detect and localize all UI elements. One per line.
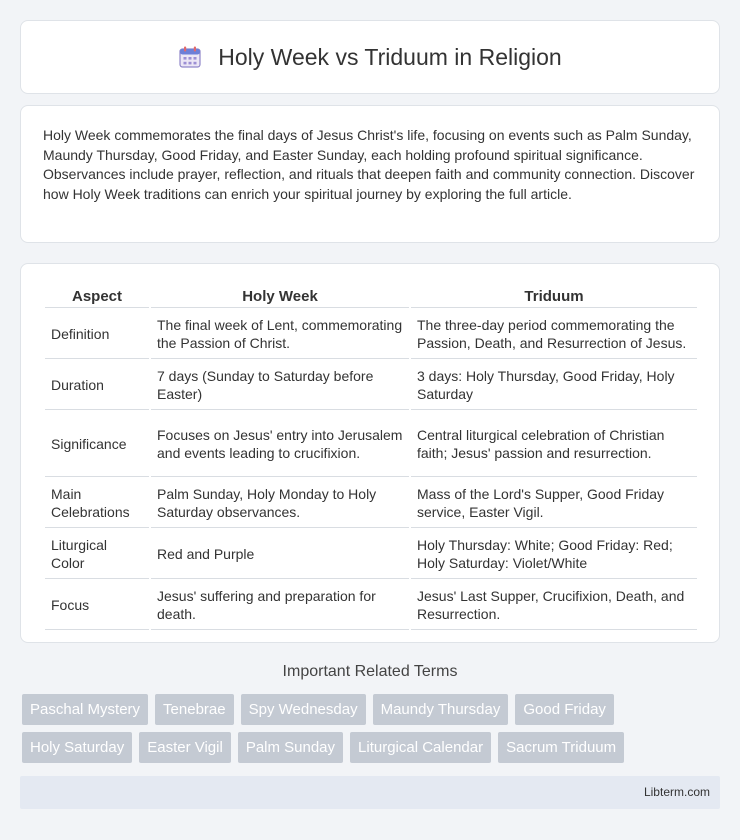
- tag-spy-wednesday[interactable]: Spy Wednesday: [241, 694, 366, 725]
- tag-easter-vigil[interactable]: Easter Vigil: [139, 732, 231, 763]
- footer: [20, 776, 720, 809]
- row-triduum: 3 days: Holy Thursday, Good Friday, Holy Saturday: [411, 361, 697, 410]
- table-row: [45, 412, 697, 477]
- comparison-card: [20, 263, 720, 643]
- row-holy-week: The final week of Lent, commemorating the Passion of Christ.: [151, 310, 409, 359]
- row-aspect: Liturgical Color: [45, 530, 149, 579]
- page-title: Holy Week vs Triduum in Religion: [218, 43, 562, 70]
- row-aspect: Definition: [45, 310, 149, 359]
- row-triduum: Jesus' Last Supper, Crucifixion, Death, and Resurrection.: [411, 581, 697, 630]
- tag-palm-sunday[interactable]: Palm Sunday: [238, 732, 343, 763]
- tag-holy-saturday[interactable]: Holy Saturday: [22, 732, 132, 763]
- comparison-table: [43, 284, 699, 632]
- table-row: [45, 310, 697, 359]
- row-holy-week: Jesus' suffering and preparation for death.: [151, 581, 409, 630]
- related-terms-title: Important Related Terms: [282, 663, 458, 680]
- row-triduum: Holy Thursday: White; Good Friday: Red; Holy Saturday: Violet/White: [411, 530, 697, 579]
- row-holy-week: Red and Purple: [151, 530, 409, 579]
- related-tags: [22, 694, 722, 763]
- tag-sacrum-triduum[interactable]: Sacrum Triduum: [498, 732, 624, 763]
- title-wrap: [178, 44, 561, 71]
- tag-paschal-mystery[interactable]: Paschal Mystery: [22, 694, 148, 725]
- row-aspect: Duration: [45, 361, 149, 410]
- row-aspect: Focus: [45, 581, 149, 630]
- intro-card: [20, 105, 720, 243]
- header-holy-week: Holy Week: [151, 286, 409, 308]
- row-triduum: Central liturgical celebration of Christian faith; Jesus' passion and resurrection.: [411, 412, 697, 477]
- tag-maundy-thursday[interactable]: Maundy Thursday: [373, 694, 509, 725]
- tag-good-friday[interactable]: Good Friday: [515, 694, 614, 725]
- header-triduum: Triduum: [411, 286, 697, 308]
- row-aspect: Significance: [45, 412, 149, 477]
- table-row: [45, 479, 697, 528]
- intro-text: Holy Week commemorates the final days of Jesus Christ's life, focusing on events such as Palm Sunday, Maundy Thursday, Good Friday, and Easter Sunday, each holding profound spiritual significance. Observances include prayer, reflection, and rituals that deepen faith and community connection. Discover how Holy Week traditions can enrich your spiritual journey by exploring the full article.: [43, 127, 695, 202]
- tag-tenebrae[interactable]: Tenebrae: [155, 694, 234, 725]
- table-header-row: [45, 286, 697, 308]
- row-holy-week: 7 days (Sunday to Saturday before Easter): [151, 361, 409, 410]
- table-row: [45, 361, 697, 410]
- row-triduum: The three-day period commemorating the Passion, Death, and Resurrection of Jesus.: [411, 310, 697, 359]
- row-holy-week: Palm Sunday, Holy Monday to Holy Saturday observances.: [151, 479, 409, 528]
- header-aspect: Aspect: [45, 286, 149, 308]
- row-triduum: Mass of the Lord's Supper, Good Friday service, Easter Vigil.: [411, 479, 697, 528]
- calendar-icon: [178, 45, 202, 69]
- table-row: [45, 530, 697, 579]
- row-holy-week: Focuses on Jesus' entry into Jerusalem and events leading to crucifixion.: [151, 412, 409, 477]
- tag-liturgical-calendar[interactable]: Liturgical Calendar: [350, 732, 491, 763]
- header-card: [20, 20, 720, 94]
- footer-site-link[interactable]: Libterm.com: [643, 785, 710, 799]
- table-row: [45, 581, 697, 630]
- row-aspect: Main Celebrations: [45, 479, 149, 528]
